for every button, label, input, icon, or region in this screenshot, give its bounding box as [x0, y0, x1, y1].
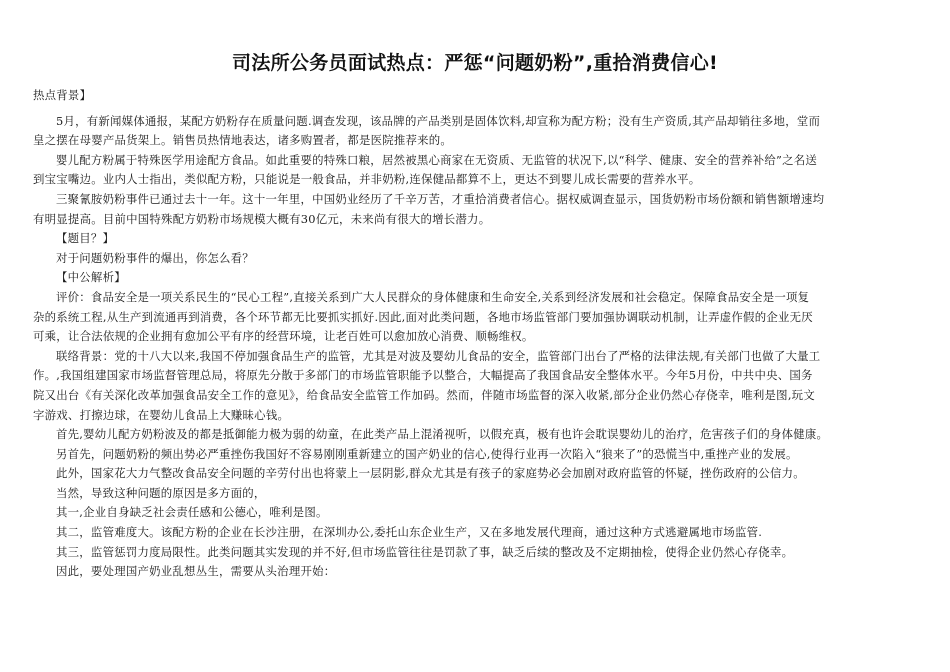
- paragraph-line: 作。,我国组建国家市场监督管理总局，将原先分散于多部门的市场监管职能予以整合，大幅提高了我国食品安全整体水平。今年5月份，中共中央、国务: [33, 368, 813, 383]
- section-heading-background: 热点背景】: [33, 88, 92, 102]
- paragraph-line: 5月，有新闻媒体通报，某配方奶粉存在质量问题.调查发现，该品牌的产品类别是固体饮料,却宣称为配方粉；没有生产资质,其产品却销往多地，堂而: [56, 113, 821, 128]
- paragraph-line: 另首先，问题奶粉的频出势必严重挫伤我国好不容易刚刚重新建立的国产奶业的信心,使得行业再一次陷入“狼来了”的恐慌当中,重挫产业的发展。: [56, 446, 798, 461]
- paragraph-line: 三聚氰胺奶粉事件已通过去十一年。这十一年里，中国奶业经历了千辛万苦，才重拾消费者信心。据权威调查显示，国货奶粉市场份额和销售额增速均: [56, 191, 825, 206]
- document-title: 司法所公务员面试热点：严惩“问题奶粉”,重拾消费信心!: [232, 52, 718, 74]
- paragraph-line: 此外，国家花大力气整改食品安全问题的辛劳付出也将蒙上一层阴影,群众尤其是有孩子的家庭势必会加剧对政府监管的怀疑，挫伤政府的公信力。: [56, 466, 805, 481]
- paragraph-line: 其二，监管难度大。该配方粉的企业在长沙注册，在深圳办公,委托山东企业生产，又在多地发展代理商，通过这种方式逃避属地市场监管.: [56, 525, 763, 540]
- paragraph-line: 联络背景：党的十八大以来,我国不停加强食品生产的监管，尤其是对波及婴幼儿食品的安全，监管部门出台了严格的法律法规,有关部门也做了大量工: [56, 348, 821, 363]
- paragraph-line: 婴儿配方粉属于特殊医学用途配方食品。如此重要的特殊口粮，居然被黑心商家在无资质、无监管的状况下,以“科学、健康、安全的营养补给”之名送: [56, 152, 818, 167]
- paragraph-line: 有明显提高。目前中国特殊配方奶粉市场规模大概有30亿元，未来尚有很大的增长潜力。: [33, 211, 491, 226]
- paragraph-line: 其一,企业自身缺乏社会责任感和公德心，唯利是图。: [56, 505, 328, 520]
- paragraph-line: 皇之摆在母婴产品货架上。销售员热情地表达，诸多购置者，都是医院推荐来的。: [33, 133, 453, 148]
- paragraph-line: 当然，导致这种问题的原因是多方面的，: [56, 485, 266, 500]
- paragraph-line: 评价：食品安全是一项关系民生的“民心工程”,直接关系到广大人民群众的身体健康和生命安全,关系到经济发展和社会稳定。保障食品安全是一项复: [56, 289, 810, 304]
- paragraph-line: 到宝宝嘴边。业内人士指出，类似配方粉，只能说是一般食品，并非奶粉,连保健品都算不上，更达不到婴儿成长需要的营养水平。: [33, 172, 701, 187]
- paragraph-line: 因此，要处理国产奶业乱想丛生，需要从头治理开始：: [56, 564, 336, 579]
- paragraph-line: 字游戏、打擦边球，在婴幼儿食品上大赚昧心钱。: [33, 407, 290, 422]
- document-body: [33, 86, 917, 582]
- question-text: 对于问题奶粉事件的爆出，你怎么看？: [56, 250, 254, 265]
- section-heading-analysis: 【中公解析】: [56, 270, 126, 285]
- paragraph-line: 院又出台《有关深化改革加强食品安全工作的意见》，给食品安全监管工作加码。然而，伴随市场监督的深入收紧,部分企业仍然心存侥幸，唯利是图,玩文: [33, 387, 815, 402]
- paragraph-line: 杂的系统工程,从生产到流通再到消费，各个环节都无比要抓实抓好.因此,面对此类问题，各地市场监管部门要加强协调联动机制，让弄虚作假的企业无厌: [33, 309, 813, 324]
- section-heading-question: 【题目？】: [56, 231, 115, 246]
- paragraph-line: 其三，监管惩罚力度局限性。此类问题其实发现的并不好,但市场监管往往是罚款了事，缺乏后续的整改及不定期抽检，使得企业仍然心存侥幸。: [56, 544, 794, 559]
- paragraph-line: 首先,婴幼儿配方奶粉波及的都是抵御能力极为弱的幼童，在此类产品上混淆视听，以假充真，极有也许会耽误婴幼儿的治疗，危害孩子们的身体健康。: [56, 427, 829, 442]
- paragraph-line: 可乘，让合法依规的企业拥有愈加公平有序的经营环境，让老百姓可以愈加放心消费、顺畅维权。: [33, 329, 534, 344]
